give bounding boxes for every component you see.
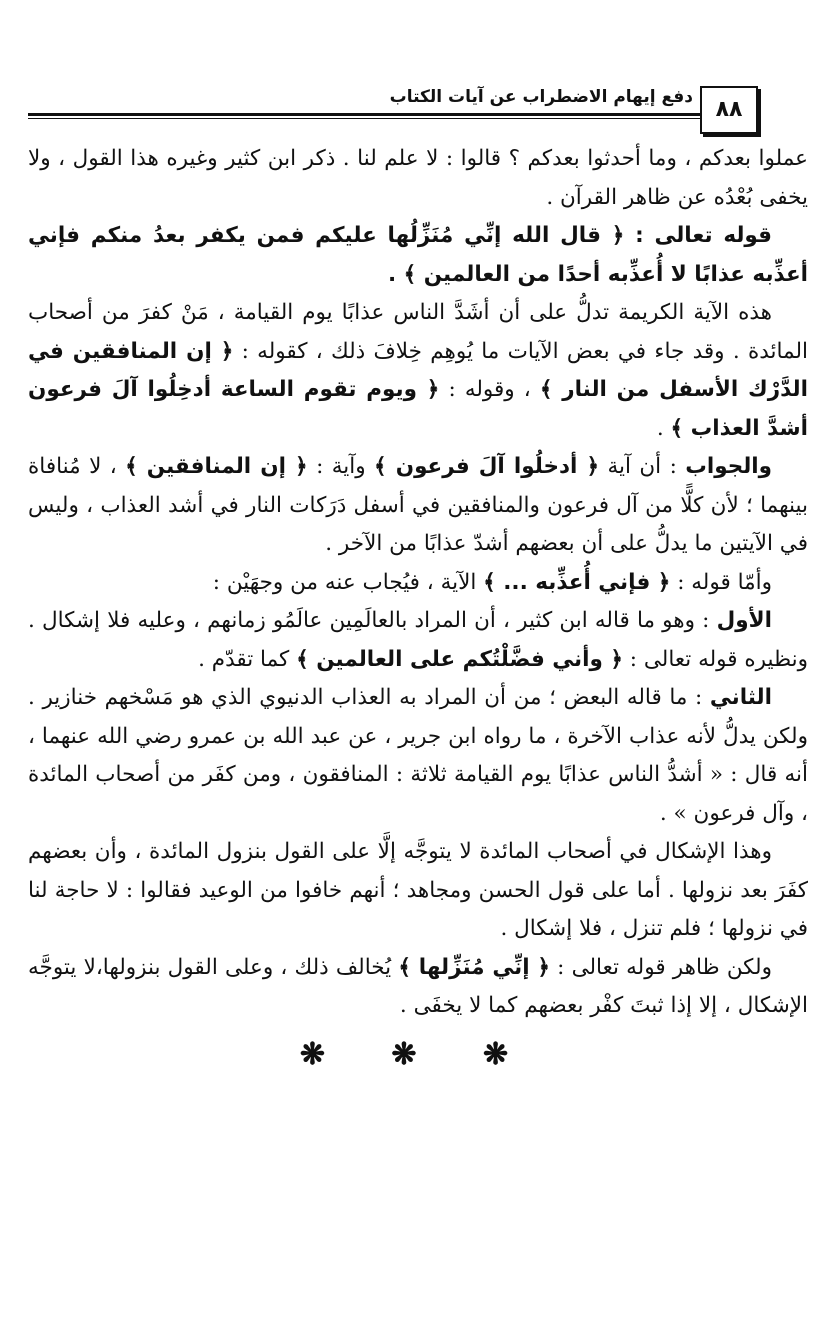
bold-text-segment: قوله تعالى : ﴿ قال الله إنِّي مُنَزِّلُها عليكم فمن يكفر بعدُ منكم فإني أعذِّبه عذابًا لا أُعذِّبه أحدًا من العالمين ﴾ . [28, 223, 808, 287]
section-separator: ❋ ❋ ❋ [299, 1036, 537, 1072]
page-header [28, 86, 770, 126]
text-segment: يُخالف ذلك ، وعلى القول بنزولها،لا يتوجَّه الإشكال ، إلا إذا ثبتَ كفْر بعضهم كما لا يخفَى . [28, 954, 808, 1018]
text-segment: كما تقدّم . [198, 646, 297, 672]
bold-text-segment: ﴿ أدخلُوا آلَ فرعون ﴾ [374, 454, 600, 479]
paragraph [28, 602, 808, 679]
header-rule-thin [28, 118, 700, 119]
text-segment: : ما قاله البعض ؛ من أن المراد به العذاب الدنيوي الذي هو مَسْخهم خنازير . ولكن يدلُّ لأنه عذاب الآخرة ، ما رواه ابن جرير ، عن عبد الله بن عمرو رضي الله عنهما ، أنه قال : « أشدُّ الناس عذابًا يوم القيامة ثلاثة : المنافقون ، ومن كفَر من أصحاب المائدة ، وآل فرعون » . [28, 685, 808, 826]
text-segment: . [656, 415, 671, 441]
page-body [28, 140, 808, 1080]
running-title: دفع إيهام الاضطراب عن آيات الكتاب [389, 87, 693, 107]
text-segment: ، لا مُنافاة بينهما ؛ لأن كلًّا من آل فرعون والمنافقين في أسفل دَرَكات النار في أشد العذاب ، وليس في الآيتين ما يدلُّ على أن بعضهم أشدّ عذابًا من الآخر . [28, 454, 808, 556]
bold-text-segment: ﴿ وأني فضَّلْتُكم على العالمين ﴾ [296, 646, 623, 672]
page-number: ٨٨ [700, 86, 758, 134]
bold-text-segment: ﴿ ويوم تقوم الساعة أدخِلُوا آلَ فرعون أشدَّ العذاب ﴾ [28, 377, 808, 441]
paragraph [28, 833, 808, 949]
text-segment: : وهو ما قاله ابن كثير ، أن المراد بالعالَمِين عالَمُو زمانهم ، وعليه فلا إشكال . ونظيره قوله تعالى : [28, 608, 808, 672]
text-segment: ولكن ظاهر قوله تعالى : [550, 954, 772, 980]
paragraph-list [28, 140, 808, 1026]
bold-text-segment: الثاني [709, 685, 772, 710]
bold-text-segment: والجواب [685, 454, 773, 479]
paragraph [28, 949, 808, 1026]
text-segment: وهذا الإشكال في أصحاب المائدة لا يتوجَّه إلَّا على القول بنزول المائدة ، وأن بعضهم كفَرَ بعد نزولها . أما على قول الحسن ومجاهد ؛ أنهم خافوا من الوعيد فقالوا : لا حاجة لنا في نزولها ؛ فلم تنزل ، فلا إشكال . [28, 839, 808, 941]
paragraph [28, 448, 808, 564]
text-segment: وآية : [307, 454, 375, 479]
paragraph [28, 564, 808, 603]
text-segment: ، وقوله : [439, 377, 540, 402]
paragraph [28, 679, 808, 833]
bold-text-segment: ﴿ فإني أُعذِّبه ... ﴾ [483, 569, 671, 595]
bold-text-segment: ﴿ إن المنافقين ﴾ [125, 454, 308, 479]
text-segment: وأمّا قوله : [670, 569, 772, 595]
bold-text-segment: الأول [716, 608, 772, 633]
paragraph [28, 217, 808, 294]
paragraph [28, 140, 808, 217]
header-rule [28, 113, 700, 116]
text-segment: الآية ، فيُجاب عنه من وجهَيْن : [212, 569, 484, 595]
paragraph [28, 294, 808, 448]
text-segment: : أن آية [599, 454, 686, 479]
text-segment: عملوا بعدكم ، وما أحدثوا بعدكم ؟ قالوا : لا علم لنا . ذكر ابن كثير وغيره هذا القول ، ولا يخفى بُعْدُه عن ظاهر القرآن . [28, 146, 808, 210]
bold-text-segment: ﴿ إنِّي مُنَزِّلها ﴾ [398, 954, 550, 980]
text-segment: هذه الآية الكريمة تدلُّ على أن أشَدَّ الناس عذابًا يوم القيامة ، مَنْ كفرَ من أصحاب المائدة . وقد جاء في بعض الآيات ما يُوهِم خِلافَ ذلك ، كقوله : [28, 300, 808, 364]
bold-text-segment: ﴿ إن المنافقين في الدَّرْك الأسفل من النار ﴾ [28, 338, 808, 402]
